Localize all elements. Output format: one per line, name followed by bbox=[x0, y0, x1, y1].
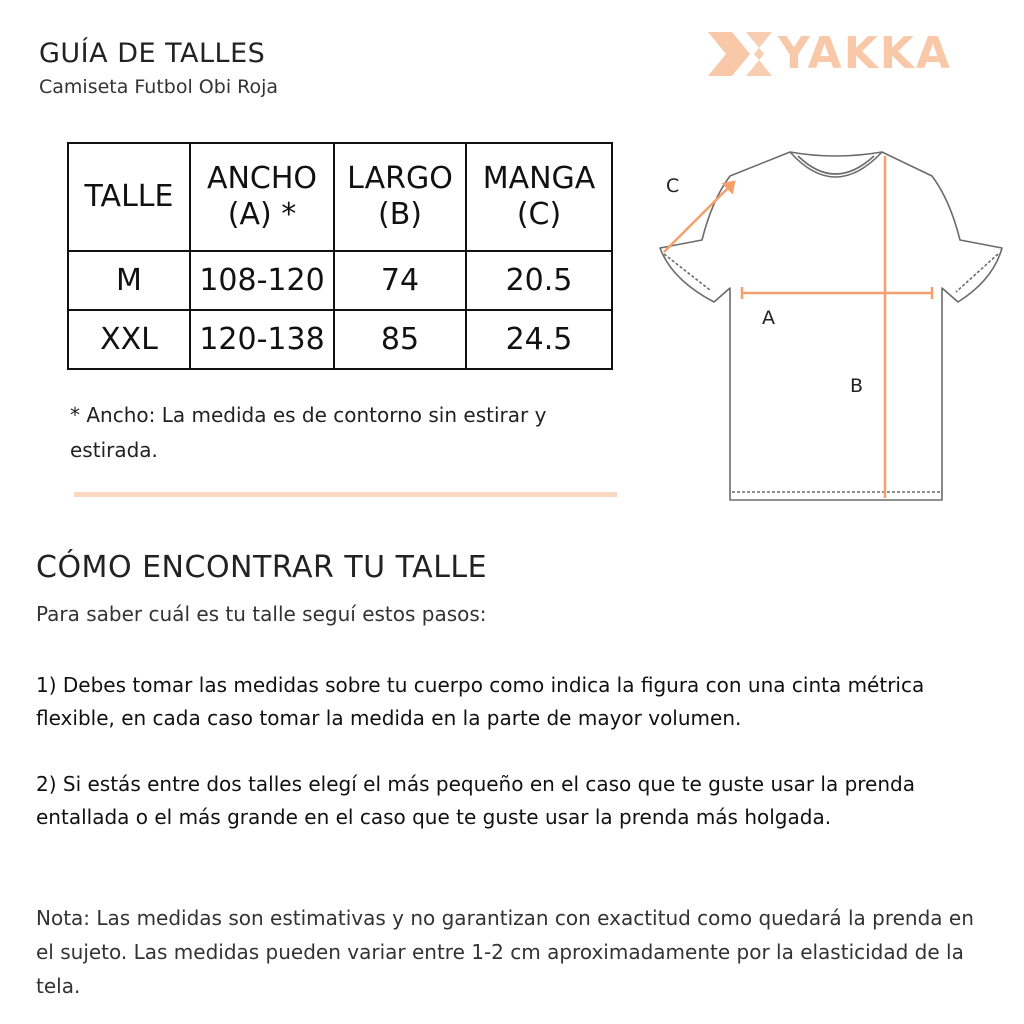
table-row bbox=[68, 310, 612, 369]
label-a: A bbox=[762, 307, 775, 329]
cell-ancho: 108-120 bbox=[190, 251, 334, 310]
header-largo: LARGO (B) bbox=[334, 143, 466, 251]
step-1: 1) Debes tomar las medidas sobre tu cuerpo como indica la figura con una cinta métrica flexible, en cada caso tomar la medida en la parte de mayor volumen. bbox=[36, 673, 925, 730]
disclaimer-note: Nota: Las medidas son estimativas y no garantizan con exactitud como quedará la prenda en el sujeto. Las medidas pueden variar entre 1-2 cm aproximadamente por la elasticidad de la tela. bbox=[36, 906, 974, 998]
howto-intro: Para saber cuál es tu talle seguí estos pasos: bbox=[36, 602, 487, 626]
cell-largo: 85 bbox=[334, 310, 466, 369]
label-c: C bbox=[666, 175, 680, 197]
section-divider bbox=[74, 492, 617, 497]
cell-largo: 74 bbox=[334, 251, 466, 310]
cell-size: M bbox=[68, 251, 190, 310]
brand-name: YAKKA bbox=[778, 28, 952, 79]
howto-heading: CÓMO ENCONTRAR TU TALLE bbox=[36, 550, 488, 585]
cell-size: XXL bbox=[68, 310, 190, 369]
cell-manga: 24.5 bbox=[466, 310, 612, 369]
size-table bbox=[67, 142, 613, 370]
table-row bbox=[68, 251, 612, 310]
page-title: GUÍA DE TALLES bbox=[39, 38, 266, 69]
header-manga: MANGA (C) bbox=[466, 143, 612, 251]
width-footnote: * Ancho: La medida es de contorno sin estirar y estirada. bbox=[70, 403, 547, 462]
header-talle: TALLE bbox=[68, 143, 190, 251]
tshirt-measurement-diagram bbox=[650, 140, 1020, 520]
product-subtitle: Camiseta Futbol Obi Roja bbox=[39, 76, 279, 98]
cell-ancho: 120-138 bbox=[190, 310, 334, 369]
header-ancho: ANCHO (A) * bbox=[190, 143, 334, 251]
step-2: 2) Si estás entre dos talles elegí el más pequeño en el caso que te guste usar la prenda entallada o el más grande en el caso que te guste usar la prenda más holgada. bbox=[36, 772, 915, 829]
label-b: B bbox=[850, 375, 864, 397]
table-header-row bbox=[68, 143, 612, 251]
cell-manga: 20.5 bbox=[466, 251, 612, 310]
